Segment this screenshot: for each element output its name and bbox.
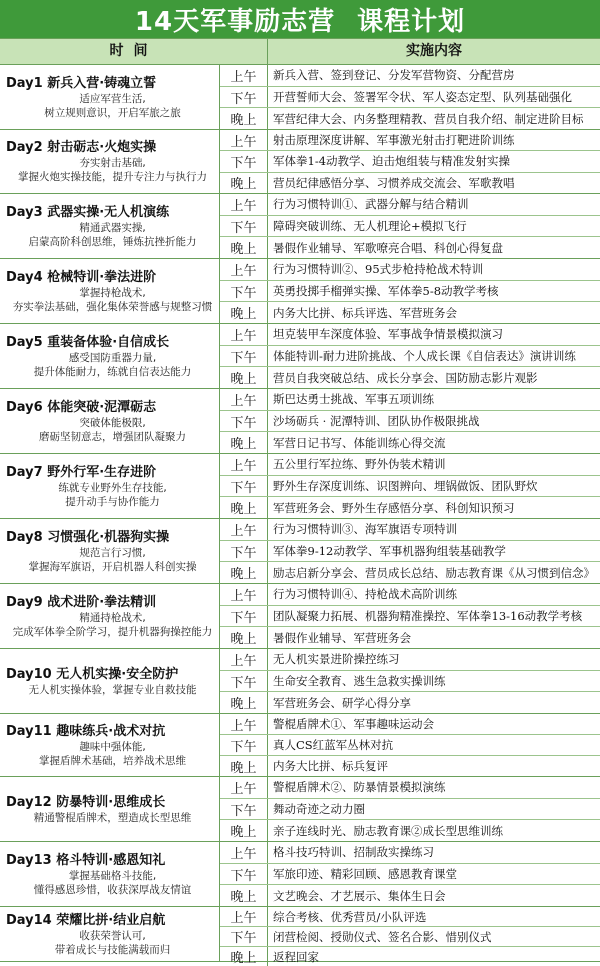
day-description: 提升动手与协作能力: [65, 495, 160, 508]
day-slots: [220, 842, 600, 906]
day-description: 启蒙高阶科创思维，锤炼抗挫折能力: [28, 235, 197, 248]
slot-content-morning: 射击原理深度讲解、军事激光射击打靶进阶训练: [273, 133, 515, 148]
slot-row-evening: [220, 947, 600, 966]
slot-label-evening: 晚上: [220, 108, 268, 129]
slot-content-afternoon: 开营誓师大会、签署军令状、军人姿态定型、队列基础强化: [273, 90, 572, 104]
day-description: 突破体能极限,: [79, 416, 146, 429]
slot-row-evening: [220, 237, 600, 258]
slot-label-morning: 上午: [220, 194, 268, 215]
day-title: Day11 趣味练兵·战术对抗: [6, 723, 166, 739]
slot-content-morning: 坦克装甲车深度体验、军事战争情景模拟演习: [273, 327, 503, 342]
slot-content-evening: 军营日记书写、体能训练心得交流: [273, 435, 446, 450]
day-slots: [220, 907, 600, 966]
day-slots: [220, 519, 600, 583]
slot-content-evening: 军营纪律大会、内务整理精教、营员自我介绍、制定进阶目标: [273, 111, 584, 126]
slot-content-morning: 警棍盾牌术②、防暴情景模拟演练: [273, 780, 446, 795]
slot-content-evening: 亲子连线时光、励志教育课②成长型思维训练: [273, 823, 503, 838]
slot-label-morning: 上午: [220, 519, 268, 540]
slot-label-afternoon: 下午: [220, 927, 268, 946]
slot-content-evening: 军营班务会、野外生存感悟分享、科创知识预习: [273, 500, 515, 515]
day-slots: [220, 649, 600, 713]
day-row: [0, 259, 600, 324]
slot-row-evening: [220, 562, 600, 583]
slot-content-morning: 警棍盾牌术①、军事趣味运动会: [273, 717, 434, 731]
slot-row-afternoon: [220, 216, 600, 238]
slot-content-evening: 内务大比拼、标兵评选、军营班务会: [273, 305, 457, 320]
day-title: Day5 重装备体验·自信成长: [6, 334, 170, 350]
slot-label-morning: 上午: [220, 324, 268, 345]
slot-label-morning: 上午: [220, 777, 268, 798]
slot-row-afternoon: [220, 864, 600, 886]
slot-content-afternoon: 真人CS红蓝军丛林对抗: [273, 738, 394, 752]
slot-row-afternoon: [220, 799, 600, 821]
slot-label-evening: 晚上: [220, 367, 268, 388]
slot-content-morning: 五公里行军拉练、野外伪装术精训: [273, 457, 446, 472]
slot-content-evening: 返程回家: [273, 949, 319, 964]
day-row: [0, 324, 600, 389]
slot-label-evening: 晚上: [220, 820, 268, 841]
day-row: [0, 714, 600, 777]
day-description: 规范言行习惯,: [79, 546, 146, 559]
day-title: Day12 防暴特训·思维成长: [6, 794, 166, 810]
slot-content-evening: 文艺晚会、才艺展示、集体生日会: [273, 888, 446, 903]
slot-label-morning: 上午: [220, 842, 268, 863]
slot-content-afternoon: 军体拳9-12动教学、军事机器狗组装基础教学: [273, 544, 506, 558]
slot-row-morning: [220, 777, 600, 799]
slot-row-afternoon: [220, 151, 600, 172]
day-row: [0, 519, 600, 584]
day-row: [0, 584, 600, 649]
day-description: 掌握持枪战术,: [79, 286, 146, 299]
slot-content-evening: 营员纪律感悟分享、习惯养成交流会、军歌教唱: [273, 175, 515, 190]
slot-content-evening: 暑假作业辅导、军营班务会: [273, 630, 411, 645]
day-description: 磨砺坚韧意志，增强团队凝聚力: [39, 430, 186, 443]
day-info: [0, 65, 220, 129]
slot-row-evening: [220, 756, 600, 776]
day-row: [0, 907, 600, 966]
day-title: Day4 枪械特训·拳法进阶: [6, 269, 157, 285]
slot-row-morning: [220, 389, 600, 411]
day-info: [0, 130, 220, 193]
schedule-table: [0, 65, 600, 966]
day-row: [0, 65, 600, 130]
slot-label-morning: 上午: [220, 65, 268, 86]
day-info: [0, 649, 220, 713]
day-slots: [220, 194, 600, 258]
day-description: 趣味中强体能,: [79, 740, 146, 753]
slot-row-morning: [220, 259, 600, 281]
slot-row-morning: [220, 194, 600, 216]
slot-content-afternoon: 沙场砺兵 · 泥潭特训、团队协作极限挑战: [273, 414, 480, 428]
slot-label-evening: 晚上: [220, 173, 268, 193]
slot-content-afternoon: 舞动奇迹之动力圈: [273, 802, 365, 816]
slot-content-morning: 斯巴达勇士挑战、军事五项训练: [273, 392, 434, 407]
slot-row-morning: [220, 519, 600, 541]
slot-label-afternoon: 下午: [220, 671, 268, 692]
slot-row-evening: [220, 627, 600, 648]
slot-content-morning: 格斗技巧特训、招制敌实操练习: [273, 845, 434, 860]
slot-label-evening: 晚上: [220, 692, 268, 713]
day-description: 完成军体拳全阶学习，提升机器狗操控能力: [12, 625, 213, 638]
slot-content-morning: 综合考核、优秀营员/小队评选: [273, 909, 427, 924]
slot-content-afternoon: 障碍突破训练、无人机理论+模拟飞行: [273, 219, 467, 233]
slot-label-afternoon: 下午: [220, 606, 268, 627]
slot-content-morning: 新兵入营、签到登记、分发军营物资、分配营房: [273, 68, 515, 83]
day-info: [0, 777, 220, 841]
slot-label-morning: 上午: [220, 130, 268, 150]
day-description: 感受国防重器力量,: [68, 351, 157, 364]
slot-row-morning: [220, 65, 600, 87]
day-slots: [220, 454, 600, 518]
slot-content-afternoon: 英勇投掷手榴弹实操、军体拳5-8动教学考核: [273, 284, 499, 298]
day-row: [0, 649, 600, 714]
slot-label-evening: 晚上: [220, 432, 268, 453]
day-title: Day3 武器实操·无人机演练: [6, 204, 170, 220]
day-title: Day1 新兵入营·铸魂立誓: [6, 75, 157, 91]
day-description: 带着成长与技能满载而归: [54, 943, 171, 956]
slot-row-afternoon: [220, 411, 600, 433]
day-description: 适应军营生活,: [79, 92, 146, 105]
day-description: 夯实射击基础,: [79, 157, 146, 169]
day-row: [0, 842, 600, 907]
day-description: 夯实拳法基础，强化集体荣誉感与规整习惯: [12, 300, 213, 313]
title-part1: 14天军事励志营: [134, 6, 336, 37]
day-description: 精通警棍盾牌术，塑造成长型思维: [33, 811, 192, 824]
slot-row-morning: [220, 130, 600, 151]
slot-content-afternoon: 军体拳1-4动教学、迫击炮组装与精准发射实操: [273, 154, 511, 169]
day-description: 无人机实操体验，掌握专业自救技能: [28, 683, 197, 696]
day-row: [0, 389, 600, 454]
slot-label-evening: 晚上: [220, 302, 268, 323]
slot-content-afternoon: 野外生存深度训练、识图辨向、埋锅做饭、团队野炊: [273, 479, 538, 493]
day-slots: [220, 584, 600, 648]
slot-label-afternoon: 下午: [220, 151, 268, 171]
day-info: [0, 324, 220, 388]
slot-row-evening: [220, 302, 600, 323]
slot-label-morning: 上午: [220, 714, 268, 734]
day-slots: [220, 65, 600, 129]
page-title: [0, 0, 600, 38]
slot-label-afternoon: 下午: [220, 476, 268, 497]
slot-row-afternoon: [220, 606, 600, 628]
day-info: [0, 389, 220, 453]
day-description: 懂得感恩珍惜，收获深厚战友情谊: [33, 883, 192, 896]
slot-content-evening: 军营班务会、研学心得分享: [273, 695, 411, 710]
day-slots: [220, 389, 600, 453]
day-info: [0, 259, 220, 323]
slot-row-morning: [220, 324, 600, 346]
title-part2: 课程计划: [357, 6, 466, 37]
day-title: Day10 无人机实操·安全防护: [6, 666, 179, 682]
day-info: [0, 519, 220, 583]
slot-label-afternoon: 下午: [220, 346, 268, 367]
slot-label-afternoon: 下午: [220, 411, 268, 432]
slot-row-evening: [220, 432, 600, 453]
day-row: [0, 454, 600, 519]
slot-row-afternoon: [220, 927, 600, 947]
slot-row-afternoon: [220, 735, 600, 756]
slot-row-evening: [220, 497, 600, 518]
slot-content-evening: 内务大比拼、标兵复评: [273, 759, 388, 773]
slot-content-evening: 励志启新分享会、营员成长总结、励志教育课《从习惯到信念》: [273, 565, 595, 580]
table-header: [0, 38, 600, 65]
slot-row-afternoon: [220, 541, 600, 563]
slot-content-afternoon: 体能特训-耐力进阶挑战、个人成长课《自信表达》演讲训练: [273, 349, 576, 363]
slot-label-evening: 晚上: [220, 756, 268, 776]
slot-content-afternoon: 军旅印迹、精彩回顾、感恩教育课堂: [273, 867, 457, 881]
slot-label-afternoon: 下午: [220, 799, 268, 820]
slot-label-evening: 晚上: [220, 562, 268, 583]
day-title: Day2 射击砺志·火炮实操: [6, 140, 157, 155]
slot-row-evening: [220, 367, 600, 388]
day-row: [0, 777, 600, 842]
slot-row-afternoon: [220, 346, 600, 368]
slot-row-morning: [220, 714, 600, 735]
slot-label-morning: 上午: [220, 649, 268, 670]
header-time: 时间: [0, 39, 268, 64]
slot-row-afternoon: [220, 671, 600, 693]
day-slots: [220, 324, 600, 388]
day-description: 掌握盾牌术基础，培养战术思维: [39, 754, 186, 767]
day-row: [0, 130, 600, 194]
day-description: 树立规则意识，开启军旅之旅: [44, 106, 181, 119]
slot-content-afternoon: 生命安全教育、逃生急救实操训练: [273, 674, 446, 688]
slot-content-afternoon: 团队凝聚力拓展、机器狗精准操控、军体拳13-16动教学考核: [273, 609, 583, 623]
slot-row-morning: [220, 584, 600, 606]
slot-row-evening: [220, 692, 600, 713]
day-info: [0, 194, 220, 258]
slot-label-afternoon: 下午: [220, 281, 268, 302]
slot-row-afternoon: [220, 281, 600, 303]
day-slots: [220, 259, 600, 323]
slot-content-evening: 营员自我突破总结、成长分享会、国防励志影片观影: [273, 370, 538, 385]
slot-label-afternoon: 下午: [220, 216, 268, 237]
slot-row-evening: [220, 885, 600, 906]
day-slots: [220, 714, 600, 776]
day-description: 练就专业野外生存技能,: [58, 481, 167, 494]
day-description: 掌握海军旗语，开启机器人科创实操: [28, 560, 197, 573]
slot-content-morning: 行为习惯特训①、武器分解与结合精训: [273, 197, 469, 212]
slot-content-morning: 行为习惯特训④、持枪战术高阶训练: [273, 587, 457, 602]
slot-row-morning: [220, 907, 600, 927]
day-description: 精通武器实操,: [79, 221, 146, 234]
slot-row-evening: [220, 173, 600, 193]
slot-label-evening: 晚上: [220, 237, 268, 258]
day-title: Day8 习惯强化·机器狗实操: [6, 529, 170, 545]
slot-label-afternoon: 下午: [220, 735, 268, 755]
slot-label-morning: 上午: [220, 389, 268, 410]
slot-label-morning: 上午: [220, 259, 268, 280]
slot-content-morning: 行为习惯特训③、海军旗语专项特训: [273, 522, 457, 537]
day-row: [0, 194, 600, 259]
day-title: Day13 格斗特训·感恩知礼: [6, 852, 166, 868]
slot-content-morning: 无人机实景进阶操控练习: [273, 652, 400, 667]
slot-label-evening: 晚上: [220, 947, 268, 966]
slot-row-morning: [220, 454, 600, 476]
day-description: 收获荣誉认可,: [79, 929, 146, 942]
header-content: 实施内容: [406, 43, 462, 59]
day-info: [0, 584, 220, 648]
day-info: [0, 454, 220, 518]
slot-label-evening: 晚上: [220, 627, 268, 648]
day-title: Day14 荣耀比拼·结业启航: [6, 912, 166, 928]
slot-label-afternoon: 下午: [220, 864, 268, 885]
day-title: Day7 野外行军·生存进阶: [6, 464, 157, 480]
slot-content-afternoon: 闭营检阅、授勋仪式、签名合影、惜别仪式: [273, 929, 492, 944]
day-title: Day6 体能突破·泥潭砺志: [6, 399, 157, 415]
slot-content-morning: 行为习惯特训②、95式步枪持枪战术特训: [273, 262, 484, 277]
slot-content-evening: 暑假作业辅导、军歌嘹亮合唱、科创心得复盘: [273, 240, 503, 255]
day-description: 提升体能耐力，练就自信表达能力: [33, 365, 192, 378]
day-description: 掌握火炮实操技能，提升专注力与执行力: [18, 171, 207, 183]
day-info: [0, 907, 220, 961]
slot-label-morning: 上午: [220, 584, 268, 605]
day-info: [0, 714, 220, 776]
slot-row-evening: [220, 820, 600, 841]
day-slots: [220, 130, 600, 193]
day-title: Day9 战术进阶·拳法精训: [6, 594, 157, 610]
slot-label-afternoon: 下午: [220, 541, 268, 562]
slot-label-morning: 上午: [220, 907, 268, 926]
slot-label-afternoon: 下午: [220, 87, 268, 108]
slot-row-morning: [220, 842, 600, 864]
slot-row-afternoon: [220, 87, 600, 109]
slot-label-morning: 上午: [220, 454, 268, 475]
day-description: 精通持枪战术,: [79, 611, 146, 624]
slot-row-evening: [220, 108, 600, 129]
slot-row-afternoon: [220, 476, 600, 498]
slot-row-morning: [220, 649, 600, 671]
slot-label-evening: 晚上: [220, 885, 268, 906]
day-slots: [220, 777, 600, 841]
slot-label-evening: 晚上: [220, 497, 268, 518]
day-info: [0, 842, 220, 906]
day-description: 掌握基础格斗技能,: [68, 869, 157, 882]
